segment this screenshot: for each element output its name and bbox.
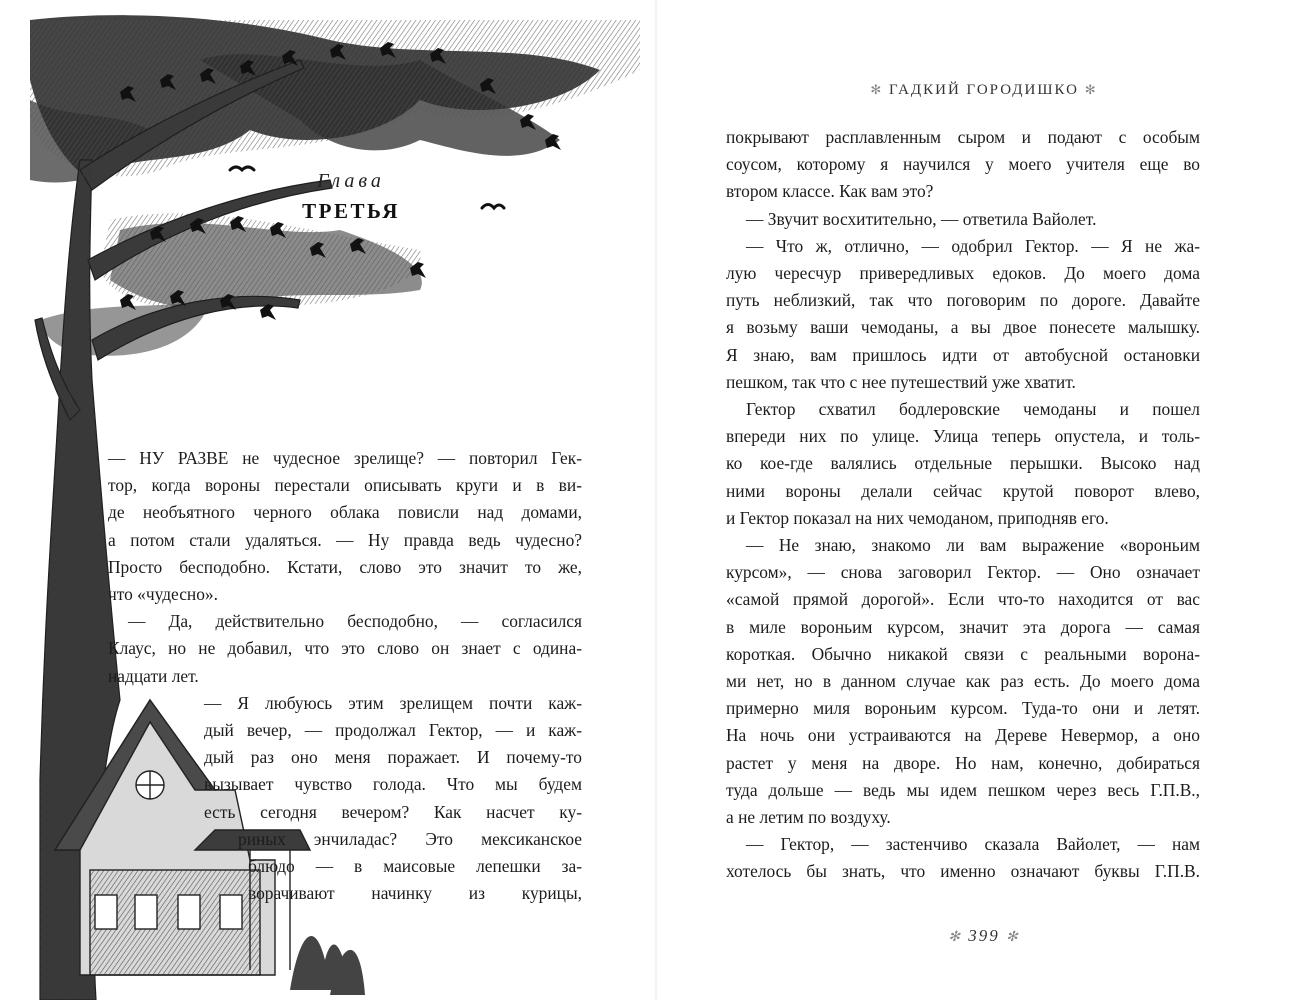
text-line: Я знаю, вам пришлось идти от автобусной остановки bbox=[726, 344, 1200, 365]
running-head bbox=[656, 82, 1312, 99]
chapter-label: Глава bbox=[317, 170, 385, 192]
text-line: хотелось бы знать, что именно означают буквы Г.П.В. bbox=[726, 861, 1200, 882]
text-line: впереди них по улице. Улица теперь опустела, и толь- bbox=[726, 426, 1200, 447]
text-line: и Гектор показал на них чемоданом, приподняв его. bbox=[726, 507, 1109, 528]
text-line: тор, когда вороны перестали описывать круги и в ви- bbox=[108, 475, 582, 496]
ornament-icon: ✻ bbox=[1006, 930, 1020, 945]
text-line: блюдо — в маисовые лепешки за- bbox=[248, 856, 582, 877]
text-line: — Гектор, — застенчиво сказала Вайолет, — нам bbox=[746, 834, 1200, 855]
text-line: короткая. Обычно никакой связи с реальными ворона- bbox=[726, 643, 1200, 664]
left-page-text bbox=[108, 445, 582, 907]
text-line: я возьму ваши чемоданы, а вы двое понесете малышку. bbox=[726, 317, 1200, 338]
text-line: Просто бесподобно. Кстати, слово это значит то же, bbox=[108, 556, 582, 577]
text-line: ми нет, но в данном случае как раз есть. До моего дома bbox=[726, 671, 1200, 692]
shrubs bbox=[290, 936, 365, 995]
text-line: что «чудесно». bbox=[108, 584, 218, 605]
text-line: курсом», — снова заговорил Гектор. — Оно означает bbox=[726, 562, 1200, 583]
text-line: лую чересчур привередливых едоков. До моего дома bbox=[726, 263, 1200, 284]
text-line: — Звучит восхитительно, — ответила Вайолет. bbox=[746, 208, 1097, 229]
text-line: пешком, так что с нее путешествий уже хватит. bbox=[726, 371, 1076, 392]
ornament-icon: ✻ bbox=[1084, 82, 1098, 97]
text-line: «самой прямой дорогой». Если что-то находится от вас bbox=[726, 589, 1200, 610]
text-line: — Что ж, отлично, — одобрил Гектор. — Я не жа- bbox=[746, 235, 1200, 256]
text-line: есть сегодня вечером? Как насчет ку- bbox=[204, 801, 582, 822]
text-line: дый раз оно меня поражает. И почему-то bbox=[204, 747, 582, 768]
text-line: примерно миля вороньим курсом. Туда-то они и летят. bbox=[726, 698, 1200, 719]
text-line: туда дольше — ведь мы идем пешком через весь Г.П.В., bbox=[726, 779, 1200, 800]
text-line: риных энчиладас? Это мексиканское bbox=[238, 828, 582, 849]
text-line: ворачивают начинку из курицы, bbox=[248, 883, 582, 904]
running-head-title: ГАДКИЙ ГОРОДИШКО bbox=[889, 82, 1079, 98]
text-line: — Да, действительно бесподобно, — согласился bbox=[128, 611, 582, 632]
text-line: растет у меня на дворе. Но нам, конечно, добираться bbox=[726, 752, 1200, 773]
text-line: Гектор схватил бодлеровские чемоданы и пошел bbox=[746, 399, 1200, 420]
text-line: — Я любуюсь этим зрелищем почти каж- bbox=[204, 692, 582, 713]
text-line: дый вечер, — продолжал Гектор, — и каж- bbox=[204, 720, 582, 741]
text-line: а потом стали удаляться. — Ну правда ведь чудесно? bbox=[108, 529, 582, 550]
ornament-icon: ✻ bbox=[948, 930, 962, 945]
chapter-number: ТРЕТЬЯ bbox=[302, 199, 400, 223]
text-line: де необъятного черного облака повисли над домами, bbox=[108, 502, 582, 523]
ornament-icon: ✻ bbox=[870, 82, 884, 97]
right-page-text bbox=[726, 124, 1200, 886]
text-line: Клаус, но не добавил, что это слово он знает с одина- bbox=[108, 638, 582, 659]
text-line: путь неблизкий, так что поговорим по дороге. Давайте bbox=[726, 290, 1200, 311]
text-line: ко кое-где валялись отдельные перышки. Высоко над bbox=[726, 453, 1200, 474]
chapter-heading bbox=[296, 170, 406, 224]
text-line: вызывает чувство голода. Что мы будем bbox=[204, 774, 582, 795]
right-page bbox=[656, 0, 1312, 1000]
text-line: — Не знаю, знакомо ли вам выражение «вороньим bbox=[746, 535, 1200, 556]
text-line: соусом, которому я научился у моего учителя еще во bbox=[726, 154, 1200, 175]
text-line: а не летим по воздуху. bbox=[726, 807, 891, 828]
text-line: надцати лет. bbox=[108, 665, 199, 686]
text-line: ними вороны делали сейчас крутой поворот влево, bbox=[726, 480, 1200, 501]
text-line: — НУ РАЗВЕ не чудесное зрелище? — повторил Гек- bbox=[108, 448, 582, 468]
text-line: втором классе. Как вам это? bbox=[726, 181, 934, 202]
text-line: На ночь они устраиваются на Дереве Невермор, а оно bbox=[726, 725, 1200, 746]
page-number-value: 399 bbox=[968, 926, 1000, 945]
text-line: в миле вороньим курсом, значит эта дорога — самая bbox=[726, 616, 1200, 637]
page-number bbox=[656, 926, 1312, 946]
text-line: покрывают расплавленным сыром и подают с особым bbox=[726, 127, 1200, 147]
